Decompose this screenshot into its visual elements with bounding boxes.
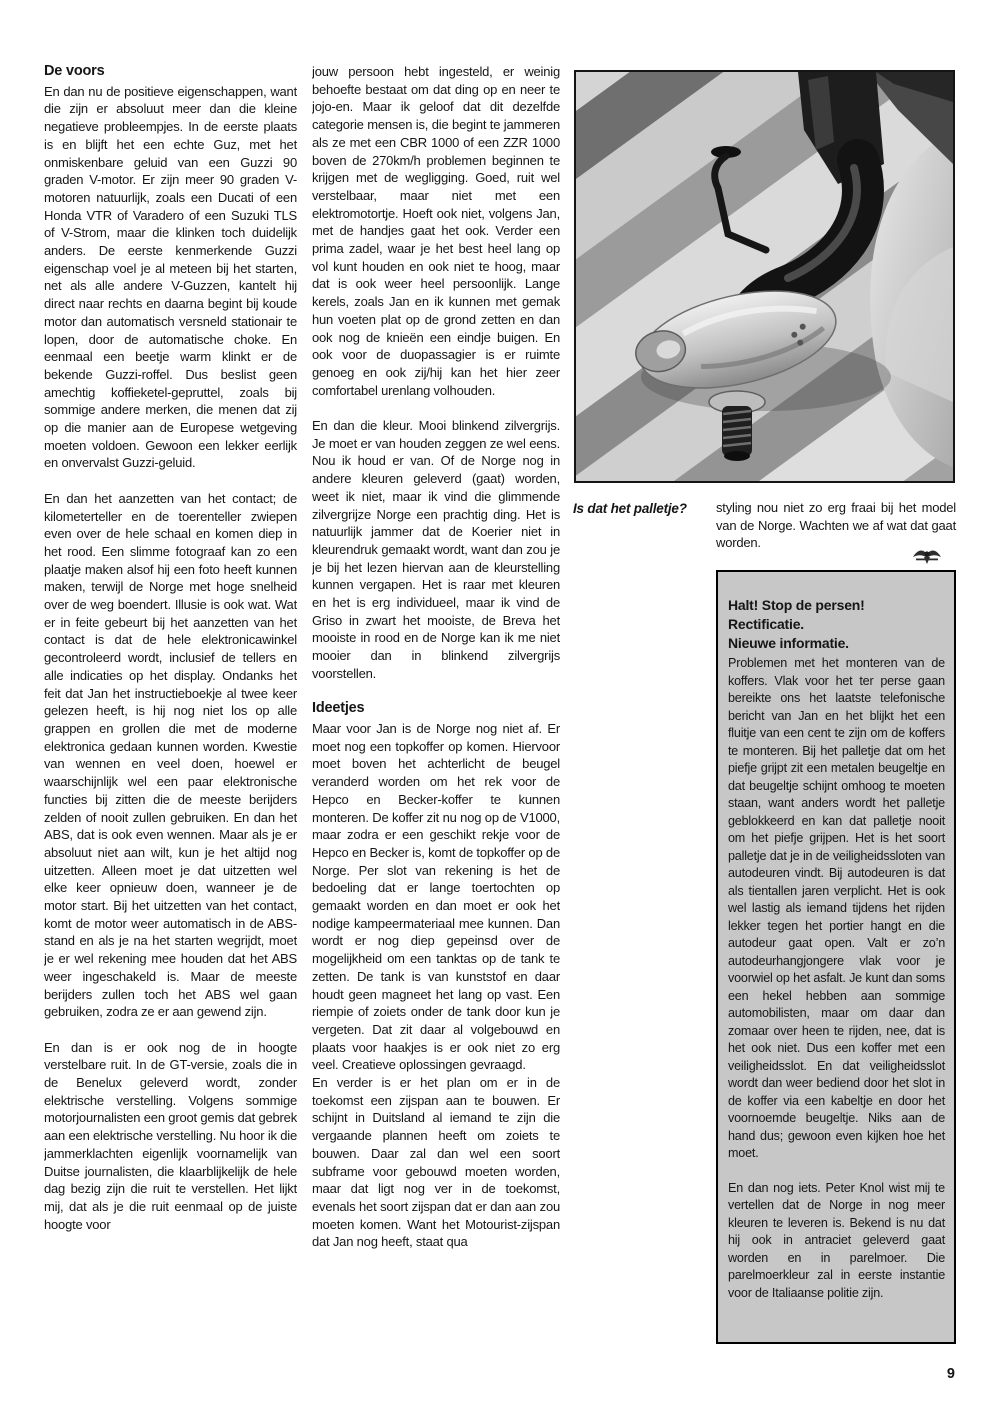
body-paragraph: En dan is er ook nog de in hoogte verstelbare ruit. In de GT-versie, zoals die in de Benelux geleverd wordt, zonder elektrische verstelling. Volgens sommige motorjournalisten een groot gemis dat gebrek aan een elektrische verstelling. Nu hoor ik die jammerklachten eigenlijk voornamelijk van Duitse journalisten, die klaarblijkelijk de hele dag bezig zijn die ruit te verstellen. Het lijkt mij, dat als je die ruit eenmaal op de juiste hoogte voor — [44, 1039, 297, 1232]
page-number: 9 — [946, 1366, 955, 1382]
box-heading-line: Nieuwe informatie. — [728, 635, 849, 651]
box-heading-line: Halt! Stop de persen! — [728, 597, 865, 613]
box-heading-line: Rectificatie. — [728, 616, 804, 632]
box-paragraph: En dan nog iets. Peter Knol wist mij te vertellen dat de Norge in nog meer kleuren te leveren is. Bekend is nu dat hij ook in antraciet geleverd gaat worden en in parelmoer. Die parelmoerkleur zal in eerste instantie voor de Italiaanse politie zijn. — [728, 1180, 945, 1300]
section-heading-de-voors: De voors — [44, 63, 105, 79]
body-paragraph: Maar voor Jan is de Norge nog niet af. Er moet nog een topkoffer op komen. Hiervoor moet boven het achterlicht de beugel veranderd worden om het rek voor de Hepco en Becker-koffer te kunnen monteren. De koffer zit nu nog op de V1000, maar zodra er een geschikt rekje voor de Hepco en Becker is, komt de topkoffer op de Norge. Per slot van rekening is het de bedoeling dat er lange toertochten op gemaakt worden en dan moet er ook het nodige kampeermateriaal mee kunnen. Dan wordt er nog diep gepeinsd over de mogelijkheid om een tanktas op de tank te zetten. De tank is van kunststof en daar houdt geen magneet het lang op vast. Een riempie of zoiets onder de tank door kun je vergeten. Dat zit daar al volgebouwd en plaats voor haakjes is er ook niet zo erg veel. Creatieve oplossingen gevraagd. — [312, 720, 560, 1073]
rectification-box — [716, 570, 956, 1344]
body-paragraph: jouw persoon hebt ingesteld, er weinig behoefte bestaat om dat ding op en neer te jojo-en. Maar ik geloof dat dit dezelfde categorie mensen is, die begint te jammeren als ze met een CBR 1000 of een ZZR 1000 boven de 270km/h problemen beginnen te krijgen met de wegligging. Goed, ruit wel verstelbaar, maar niet met een elektromotortje. Hoeft ook niet, volgens Jan, met de handjes gaat het ook. Verder een prima zadel, waar je het best heel lang op vol kunt houden en ook niet te hoog, maar dat is ook weer heel persoonlijk. Lange kerels, zoals Jan en ik kunnen met gemak hun voeten plat op de grond zetten en dan ook nog de knieën een eindje buigen. En ook voor de duopassagier is er ruimte genoeg en ook zij/hij kan het hier zeer comfortabel urenlang volhouden. — [312, 64, 560, 398]
box-paragraph: Problemen met het monteren van de koffers. Vlak voor het ter perse gaan bereikte ons het laatste telefonische bericht van Jan en het blijkt het een fluitje van een cent te zijn om de koffers te monteren. Bij het palletje dat om het piefje grijpt zit een metalen beugeltje en dat beugeltje schijnt omhoog te moeten staan, want anders wordt het palletje geblokkeerd en kan dat palletje nooit om het piefje grijpen. Het is het soort palletje dat je in de veiligheidssloten van autodeuren vindt. Bij autodeuren is dat als tientallen jaren verplicht. Het is ook wel lastig als iemand tijdens het rijden lekker tegen het portier hangt en die autodeur gaat open. Valt er zo’n autodeurhangjongere vlak voor je voorwiel op het asfalt. Je kunt dan soms een hekel hebben aan sommige automobilisten, maar om daar dan zomaar over heen te rijden, nee, dat is het ook niet. Dus een koffer met een veiligheidsslot. En dat veiligheidsslot wordt dan weer bediend door het slot in de koffer via een kabeltje en door het voornoemde beugeltje. Niks aan de hand dus; gewoon even kijken hoe het moet. — [728, 656, 945, 1160]
article-column-2 — [312, 63, 560, 1353]
photo-palletje — [574, 70, 955, 483]
photo-caption: Is dat het palletje? — [573, 501, 687, 516]
body-paragraph: En verder is er het plan om er in de toekomst een zijspan aan te bouwen. Er schijnt in Duitsland al iemand te zijn die vergaande plannen heeft om zoiets te bouwen. Daar zal dan wel een soort subframe voor gebouwd moeten worden, maar dat ligt nog ver in de toekomst, evenals het soort zijspan dat er dan aan zou moeten komen. Want het Motourist-zijspan dat Jan nog heeft, staat qua — [312, 1075, 560, 1250]
article-column-1 — [44, 63, 297, 1353]
article-column-3-text: styling nou niet zo erg fraai bij het model van de Norge. Wachten we af wat dat gaat worden. — [716, 500, 956, 551]
body-paragraph: En dan nu de positieve eigenschappen, want die zijn er absoluut meer dan die kleine negatieve probleempjes. In de eerste plaats is en blijft het een echte Guz, met het onmiskenbare geluid van een Guzzi 90 graden V-motor. Er zijn meer 90 graden V-motoren natuurlijk, zoals een Ducati of een Honda VTR of Varadero of een Suzuki TLS of V-Strom, maar die klinken toch duidelijk anders. De eerste kenmerkende Guzzi eigenschap voel je al meteen bij het starten, net als alle andere V-Guzzen, kantelt hij direct naar rechts en daarna begint bij koude motor dan automatisch versneld stationair te lopen, door de automatische choke. En eenmaal een beetje warm klinkt er de bekende Guzzi-roffel. Dus beslist geen amechtig koffieketel-gepruttel, zoals bij sommige andere merken, die menen dat zij op die manier aan de Europese wetgeving moeten voldoen. Gewoon een lekker eerlijk en onvervalst Guzzi-geluid. — [44, 83, 297, 471]
photo-palletje-illustration — [576, 72, 953, 481]
body-paragraph: En dan het aanzetten van het contact; de kilometerteller en de toerenteller zwiepen even over de hele schaal en komen diep in het rood. Een slimme fotograaf kan zo een plaatje maken alsof hij een foto heeft kunnen maken, terwijl de Norge met hoge snelheid over de weg boendert. Illusie is ook wat. Wat er in feite gebeurt bij het aanzetten van het contact is dat de hele elektronicawinkel gecontroleerd wordt, inclusief de tellers en alle indicaties op het display. Ondanks het feit dat Jan het instructieboekje al twee keer gelezen heeft, is hij nog niet los op alle grappen en grollen die met de moderne elektronica gedaan kunnen worden. Kwestie van wennen en veel doen, hoewel er waarschijnlijk wel een paar elektronische functies bij zitten die de meeste berijders zelden of nooit zullen gebruiken. En dan het ABS, dat is ook even wennen. Maar als je er absoluut niet aan wilt, kun je het altijd nog uitzetten. Alleen moet je dat uitzetten wel elke keer opnieuw doen, wanneer je de motor start. Bij het uitzetten van het contact, komt de motor weer automatisch in de ABS-stand en als je na het starten wegrijdt, moet je er wel rekening mee houden dat het ABS weer ingeschakeld is. Maar de meeste berijders zullen toch het ABS wel gaan gebruiken, zodra ze er aan gewend zijn. — [44, 490, 297, 1020]
moto-guzzi-eagle-icon — [912, 546, 942, 566]
body-paragraph: En dan die kleur. Mooi blinkend zilvergrijs. Je moet er van houden zeggen ze wel eens. Nou ik houd er van. Of de Norge nog in andere kleuren geleverd (gaat) worden, weet ik niet, maar ik vind die glimmende zilvergrijze Norge een prachtig ding. Het is natuurlijk jammer dat de Koerier niet in kleurendruk gemaakt wordt, want dan zou je je bij het lezen hiervan aan de kleurstelling kunnen vergapen. Het is raar met kleuren en het is erg individueel, maar ik vind de Griso in zwart het mooiste, de Breva het mooiste in rood en de Norge kan ik me niet mooier dan in blinkend zilvergrijs voorstellen. — [312, 418, 560, 681]
section-heading-ideetjes: Ideetjes — [312, 700, 365, 717]
